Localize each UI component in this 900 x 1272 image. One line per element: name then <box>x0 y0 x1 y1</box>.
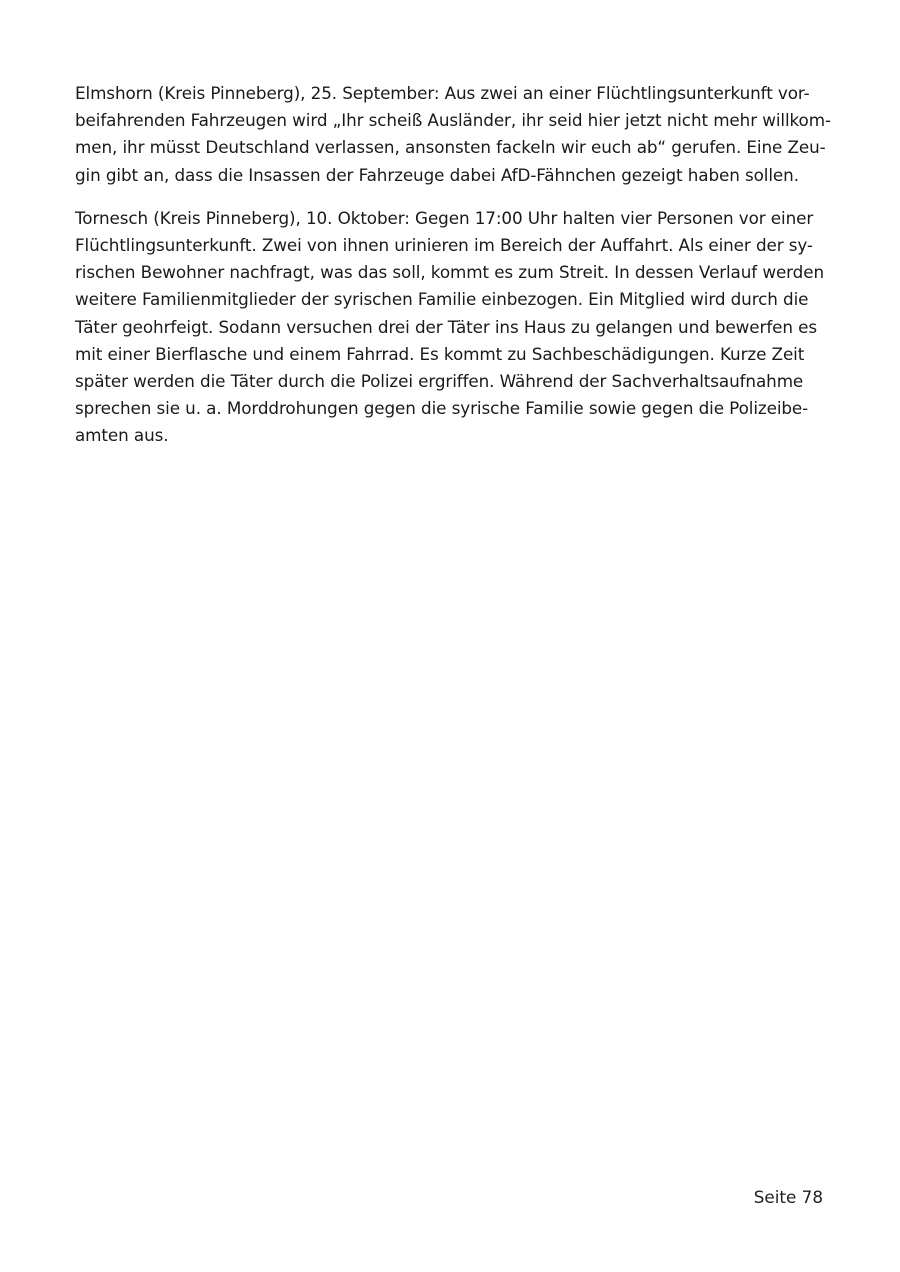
text-line: weitere Familienmitglieder der syrischen Familie einbezogen. Ein Mitglied wird durch die <box>75 289 809 310</box>
text-line: Täter geohrfeigt. Sodann versuchen drei der Täter ins Haus zu gelangen und bewerfen es <box>75 316 817 337</box>
text-line: Flüchtlingsunterkunft. Zwei von ihnen urinieren im Bereich der Auffahrt. Als einer der sy- <box>75 235 813 256</box>
text-line: Elmshorn (Kreis Pinneberg), 25. September: Aus zwei an einer Flüchtlingsunterkunft vor- <box>75 83 810 103</box>
text-line: mit einer Bierflasche und einem Fahrrad. Es kommt zu Sachbeschädigungen. Kurze Zeit <box>75 343 805 364</box>
text-line: amten aus. <box>75 425 169 446</box>
page-number: Seite 78 <box>753 1187 823 1207</box>
text-line: beifahrenden Fahrzeugen wird „Ihr scheiß Ausländer, ihr seid hier jetzt nicht mehr willkom- <box>75 110 831 131</box>
paragraph-tornesch <box>75 205 835 450</box>
text-line: rischen Bewohner nachfragt, was das soll, kommt es zum Streit. In dessen Verlauf werden <box>75 262 824 283</box>
text-line: sprechen sie u. a. Morddrohungen gegen die syrische Familie sowie gegen die Polizeibe- <box>75 398 809 419</box>
paragraph-elmshorn <box>75 80 835 189</box>
text-line: später werden die Täter durch die Polizei ergriffen. Während der Sachverhaltsaufnahme <box>75 371 804 392</box>
text-line: men, ihr müsst Deutschland verlassen, ansonsten fackeln wir euch ab“ gerufen. Eine Zeu- <box>75 137 826 158</box>
text-line: gin gibt an, dass die Insassen der Fahrzeuge dabei AfD-Fähnchen gezeigt haben sollen. <box>75 164 799 185</box>
text-line: Tornesch (Kreis Pinneberg), 10. Oktober: Gegen 17:00 Uhr halten vier Personen vor einer <box>75 207 814 228</box>
body-text <box>75 80 835 466</box>
